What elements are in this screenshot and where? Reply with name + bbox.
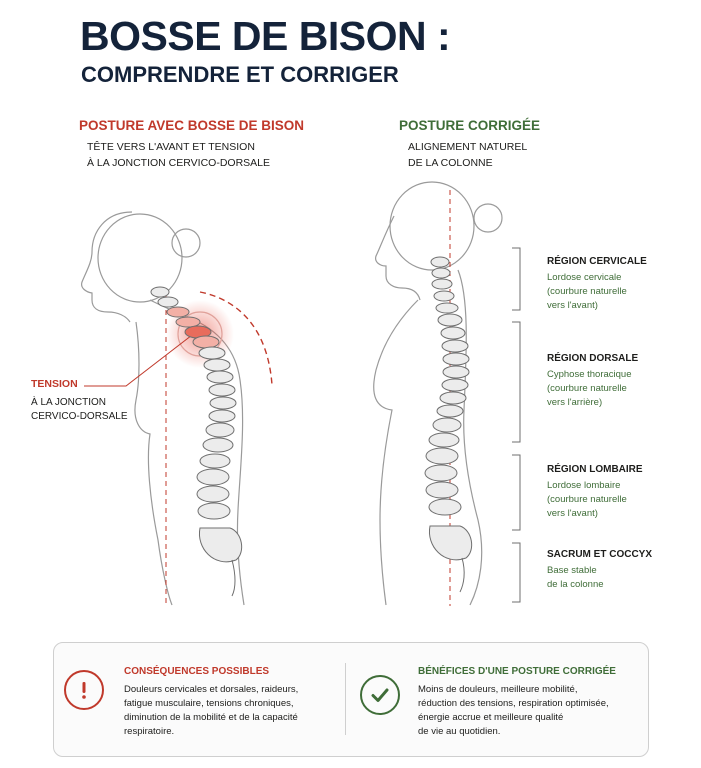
region-description: Base stable de la colonne [547,565,604,590]
left-column-heading: POSTURE AVEC BOSSE DE BISON [79,118,305,133]
tension-label: TENSION [31,378,78,390]
region-sacrum [547,548,652,592]
page-title: BOSSE DE BISON : [80,13,451,59]
region-lombaire [547,463,643,521]
benefits-title: BÉNÉFICES D'UNE POSTURE CORRIGÉE [418,666,616,677]
panel-divider [345,663,346,735]
benefits-text: Moins de douleurs, meilleure mobilité, réduction des tensions, respiration optimisée, énergie accrue et meilleure qualité de vie au quotidien. [418,684,609,737]
check-circle-icon [360,675,400,715]
region-title: RÉGION CERVICALE [547,256,647,267]
region-description: Lordose cervicale (courbure naturelle vers l'avant) [547,272,627,311]
consequences-title: CONSÉQUENCES POSSIBLES [124,666,270,677]
region-title: RÉGION LOMBAIRE [547,464,643,475]
region-dorsale [547,352,638,410]
region-title: SACRUM ET COCCYX [547,549,653,560]
region-title: RÉGION DORSALE [547,353,639,364]
tension-description: À LA JONCTION CERVICO-DORSALE [31,397,128,422]
region-brackets [512,248,520,602]
region-description: Lordose lombaire (courbure naturelle vers l'avant) [547,480,627,519]
region-cervicale [547,255,647,313]
left-column-description: TÊTE VERS L'AVANT ET TENSION À LA JONCTION CERVICO-DORSALE [87,141,271,169]
exclamation-circle-icon [64,670,104,710]
region-description: Cyphose thoracique (courbure naturelle vers l'arrière) [547,369,632,408]
right-column-description: ALIGNEMENT NATUREL DE LA COLONNE [408,141,528,169]
right-column-heading: POSTURE CORRIGÉE [399,118,541,133]
consequences-text: Douleurs cervicales et dorsales, raideurs, fatigue musculaire, tensions chroniques, diminution de la mobilité et de la capacité respiratoire. [124,684,299,737]
page-subtitle: COMPRENDRE ET CORRIGER [81,62,399,87]
